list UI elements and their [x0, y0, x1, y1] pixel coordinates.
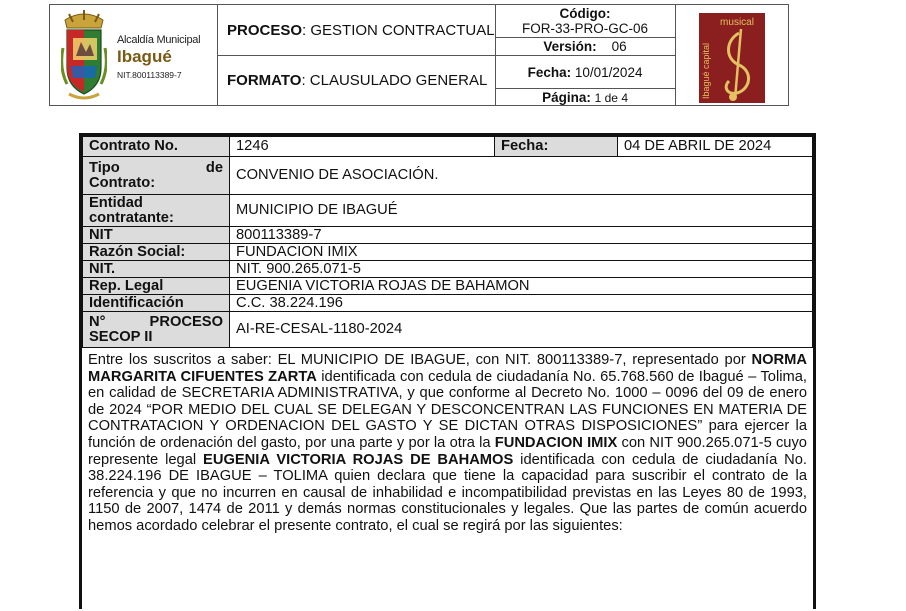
version-cell [495, 38, 675, 56]
identification-label: Identificación [83, 295, 230, 312]
razon-social-value: FUNDACION IMIX [230, 244, 813, 261]
secop-process-label [83, 312, 230, 348]
contract-number-label: Contrato No. [83, 137, 230, 157]
razon-social-label: Razón Social: [83, 244, 230, 261]
process-value: GESTION CONTRACTUAL [310, 21, 495, 39]
entity-label [83, 195, 230, 227]
paragraph-part-4: identificada con cedula de ciudadanía No. 38.224.196 DE IBAGUE – TOLIMA quien declara que tiene la capacidad para suscribir el contrato de la referencia y que no incurren en causal de inhabilidad e incompatibilidad previstas en las Leyes 80 de 1993, 1150 de 2007, 1474 de 2011 y demás normas constitucionales y legales. Que las partes de común acuerdo hemos acordado celebrar el presente contrato, el cual se regirá por las siguientes: [88, 451, 807, 534]
paragraph-bold-3: EUGENIA VICTORIA ROJAS DE BAHAMOS [203, 451, 514, 468]
ibague-capital-musical-icon [699, 13, 765, 103]
contract-type-label-a: Tipo [89, 159, 120, 176]
format-cell: FORMATO: CLAUSULADO GENERAL [218, 56, 496, 106]
entity-label-b: contratante: [89, 209, 174, 226]
entity-name-line2: Ibagué [117, 47, 172, 66]
legal-rep-row [83, 278, 813, 295]
contractor-nit-value: NIT. 900.265.071-5 [230, 261, 813, 278]
date-label: Fecha: [527, 64, 572, 80]
format-value: CLAUSULADO GENERAL [309, 72, 488, 89]
identification-row [83, 295, 813, 312]
ibague-coat-of-arms-icon [61, 8, 107, 102]
paragraph-part-2: identificada con cedula de ciudadanía No. 65.768.560 de Ibagué – Tolima, en calidad de SECRETARIA ADMINISTRATIVA, y que conforme al Decreto No. 1000 – 0096 del 09 de enero de 2024 “POR MEDIO DEL CUAL SE DELEGAN Y DESCONCENTRAN LAS FUNCIONES EN MATERIA DE CONTRATACION Y ORDENACION DEL GASTO Y SE DICTAN OTRAS DISPOSICIONES” para ejercer la función de ordenación del gasto, por una parte y por la otra la [88, 368, 807, 451]
contractor-nit-label: NIT. [83, 261, 230, 278]
entity-name-line1: Alcaldía Municipal [117, 34, 201, 46]
right-logo-side-text: Ibagué capital [700, 42, 711, 99]
date-value: 10/01/2024 [574, 64, 643, 80]
version-value: 06 [611, 39, 627, 54]
nit-label: NIT [83, 227, 230, 244]
document-header [49, 4, 789, 106]
entity-nit: NIT.800113389-7 [117, 70, 182, 80]
paragraph-part-3: con NIT 900.265.071-5 cuyo represente legal [88, 434, 807, 468]
razon-social-row [83, 244, 813, 261]
contract-type-label-b: de [205, 159, 223, 176]
nit-row [83, 227, 813, 244]
right-logo-top-text: musical [719, 16, 754, 28]
process-label: PROCESO [227, 21, 303, 39]
version-label: Versión: [543, 39, 597, 54]
contract-number-value: 1246 [230, 137, 495, 157]
contract-number-row [83, 137, 813, 157]
contract-date-value: 04 DE ABRIL DE 2024 [618, 137, 813, 157]
entity-label-a: Entidad [89, 194, 143, 211]
format-label: FORMATO [227, 72, 302, 89]
entity-value: MUNICIPIO DE IBAGUÉ [230, 195, 813, 227]
page-label: Página: [542, 89, 591, 105]
secop-process-row [83, 312, 813, 348]
legal-rep-label: Rep. Legal [83, 278, 230, 295]
right-logo-cell [675, 5, 788, 106]
entity-logo-cell [50, 5, 218, 106]
process-cell: PROCESO: GESTION CONTRACTUAL [218, 5, 496, 56]
code-cell [495, 5, 675, 38]
date-cell [495, 56, 675, 89]
contract-table [82, 136, 813, 348]
contract-type-label-c: Contrato: [89, 174, 156, 191]
secop-process-label-b: PROCESO [149, 313, 223, 330]
secop-process-label-a: N° [89, 313, 106, 330]
contract-type-value: CONVENIO DE ASOCIACIÓN. [230, 157, 813, 195]
legal-rep-value: EUGENIA VICTORIA ROJAS DE BAHAMON [230, 278, 813, 295]
contract-frame [79, 133, 816, 609]
nit-value: 800113389-7 [230, 227, 813, 244]
entity-row [83, 195, 813, 227]
secop-process-label-c: SECOP II [89, 328, 153, 345]
paragraph-bold-2: FUNDACION IMIX [494, 434, 618, 451]
identification-value: C.C. 38.224.196 [230, 295, 813, 312]
contract-type-label [83, 157, 230, 195]
contractor-nit-row [83, 261, 813, 278]
paragraph-bold-1: NORMA MARGARITA CIFUENTES ZARTA [88, 352, 807, 385]
contract-intro-paragraph [82, 348, 813, 535]
secop-process-value: AI-RE-CESAL-1180-2024 [230, 312, 813, 348]
code-value: FOR-33-PRO-GC-06 [522, 21, 649, 36]
page-value: 1 de 4 [594, 90, 628, 105]
contract-date-label: Fecha: [495, 137, 618, 157]
page-cell [495, 89, 675, 106]
code-label: Código: [559, 6, 611, 21]
contract-type-row [83, 157, 813, 195]
paragraph-part-1: Entre los suscritos a saber: EL MUNICIPIO DE IBAGUE, con NIT. 800113389-7, representado por [88, 352, 752, 368]
